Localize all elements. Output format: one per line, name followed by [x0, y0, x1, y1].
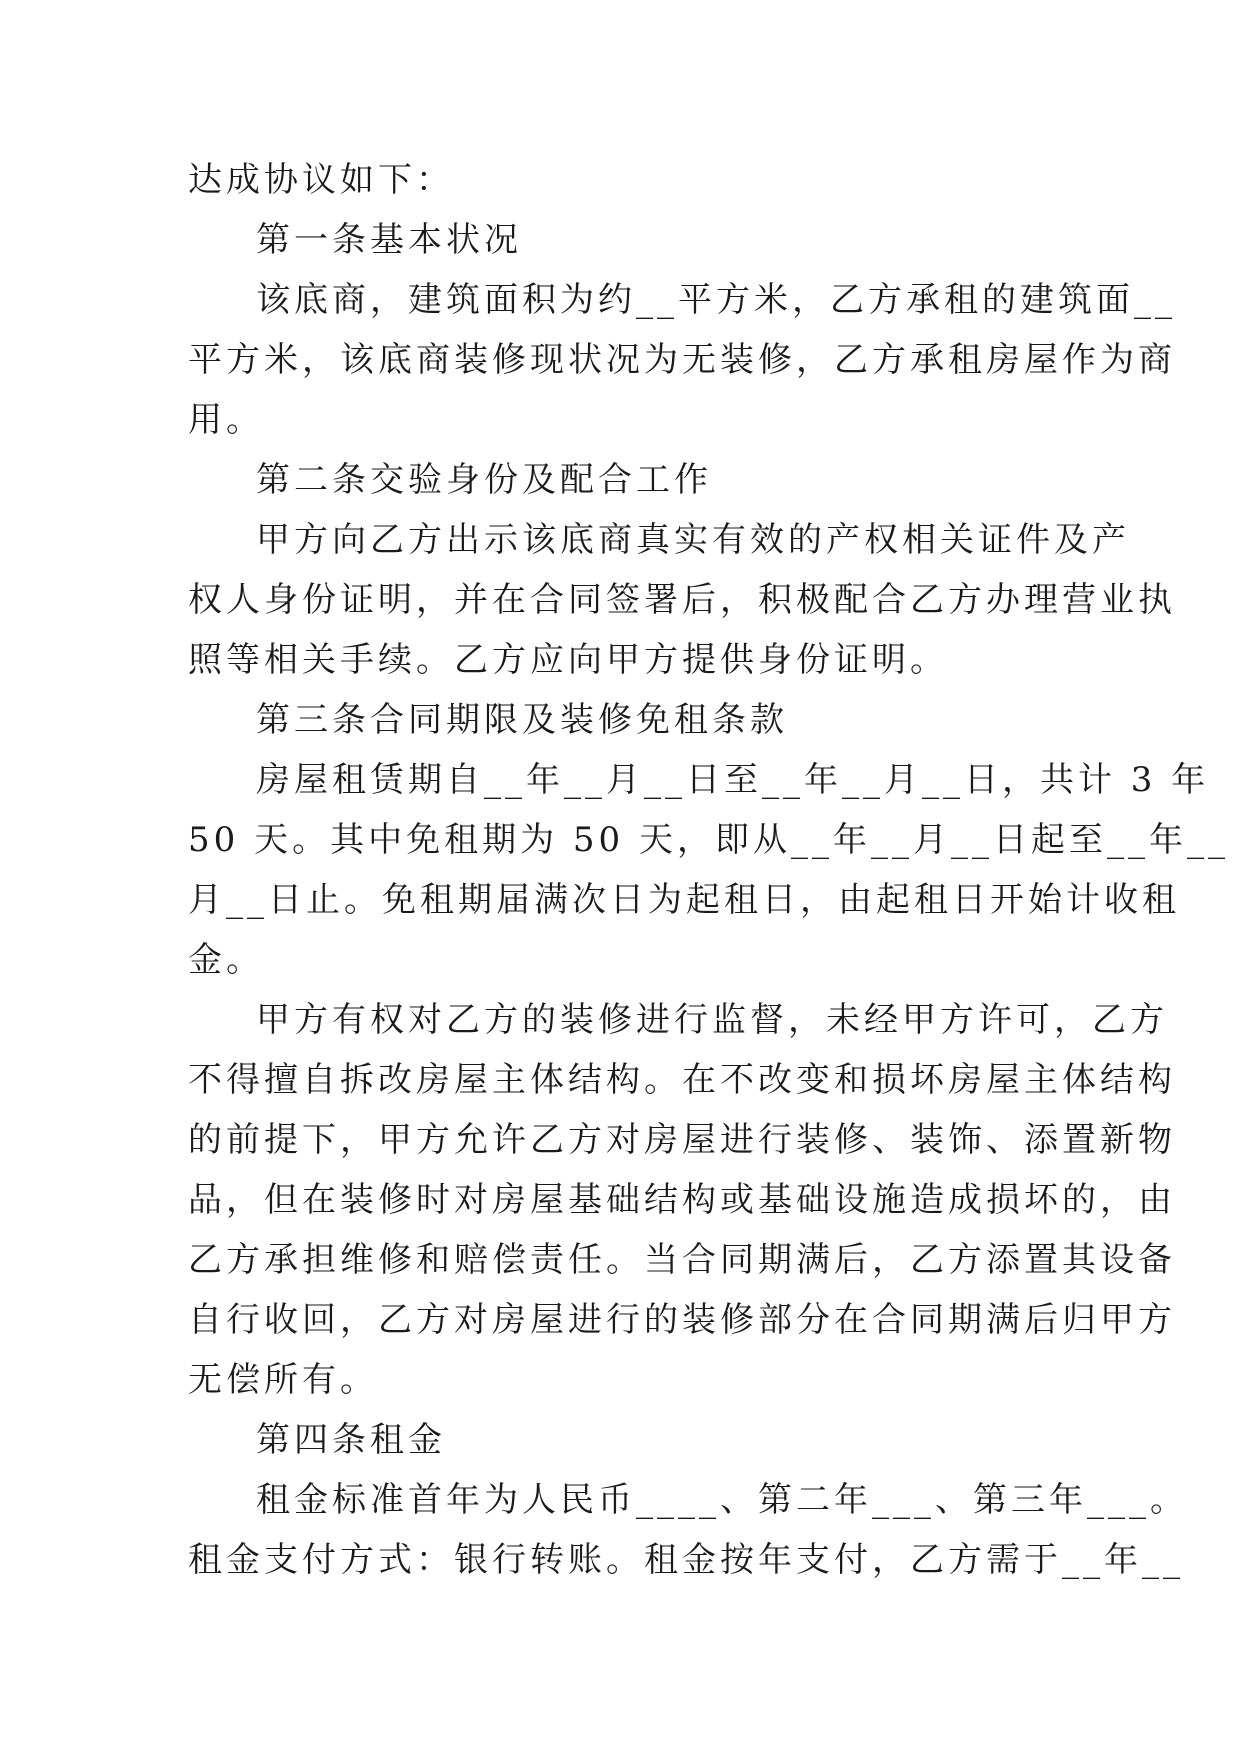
renovation-paragraph-line: 不得擅自拆改房屋主体结构。在不改变和损坏房屋主体结构 — [188, 1060, 1176, 1100]
renovation-paragraph-line: 自行收回，乙方对房屋进行的装修部分在合同期满后归甲方 — [188, 1300, 1176, 1340]
renovation-paragraph-line: 甲方有权对乙方的装修进行监督，未经甲方许可，乙方 — [256, 1000, 1168, 1040]
article-3-paragraph-line: 金。 — [188, 940, 264, 980]
renovation-paragraph-line: 无偿所有。 — [188, 1360, 378, 1400]
article-2-paragraph-line: 照等相关手续。乙方应向甲方提供身份证明。 — [188, 640, 948, 680]
article-4-heading: 第四条租金 — [256, 1420, 446, 1460]
article-3-heading: 第三条合同期限及装修免租条款 — [256, 700, 788, 740]
article-1-paragraph-line: 平方米，该底商装修现状况为无装修，乙方承租房屋作为商 — [188, 340, 1176, 380]
article-2-heading: 第二条交验身份及配合工作 — [256, 460, 712, 500]
document-page — [188, 150, 1229, 1590]
article-2-paragraph-line: 权人身份证明，并在合同签署后，积极配合乙方办理营业执 — [188, 580, 1176, 620]
article-1-paragraph-line: 用。 — [188, 400, 264, 440]
renovation-paragraph-line: 的前提下，甲方允许乙方对房屋进行装修、装饰、添置新物 — [188, 1120, 1176, 1160]
article-3-paragraph-line: 房屋租赁期自__年__月__日至__年__月__日，共计 3 年 — [256, 760, 1210, 800]
renovation-paragraph-line: 乙方承担维修和赔偿责任。当合同期满后，乙方添置其设备 — [188, 1240, 1176, 1280]
article-3-paragraph-line: 50 天。其中免租期为 50 天，即从__年__月__日起至__年__ — [188, 820, 1229, 860]
renovation-paragraph-line: 品，但在装修时对房屋基础结构或基础设施造成损坏的，由 — [188, 1180, 1176, 1220]
article-2-paragraph-line: 甲方向乙方出示该底商真实有效的产权相关证件及产 — [256, 520, 1130, 560]
article-4-paragraph-line: 租金标准首年为人民币____、第二年___、第三年___。 — [256, 1480, 1188, 1520]
article-1-heading: 第一条基本状况 — [256, 220, 522, 260]
article-1-paragraph-line: 该底商，建筑面积为约__平方米，乙方承租的建筑面__ — [256, 280, 1176, 320]
article-4-paragraph-line: 租金支付方式：银行转账。租金按年支付，乙方需于__年__ — [188, 1540, 1184, 1580]
line-agreement-intro: 达成协议如下： — [188, 160, 454, 200]
article-3-paragraph-line: 月__日止。免租期届满次日为起租日，由起租日开始计收租 — [188, 880, 1180, 920]
